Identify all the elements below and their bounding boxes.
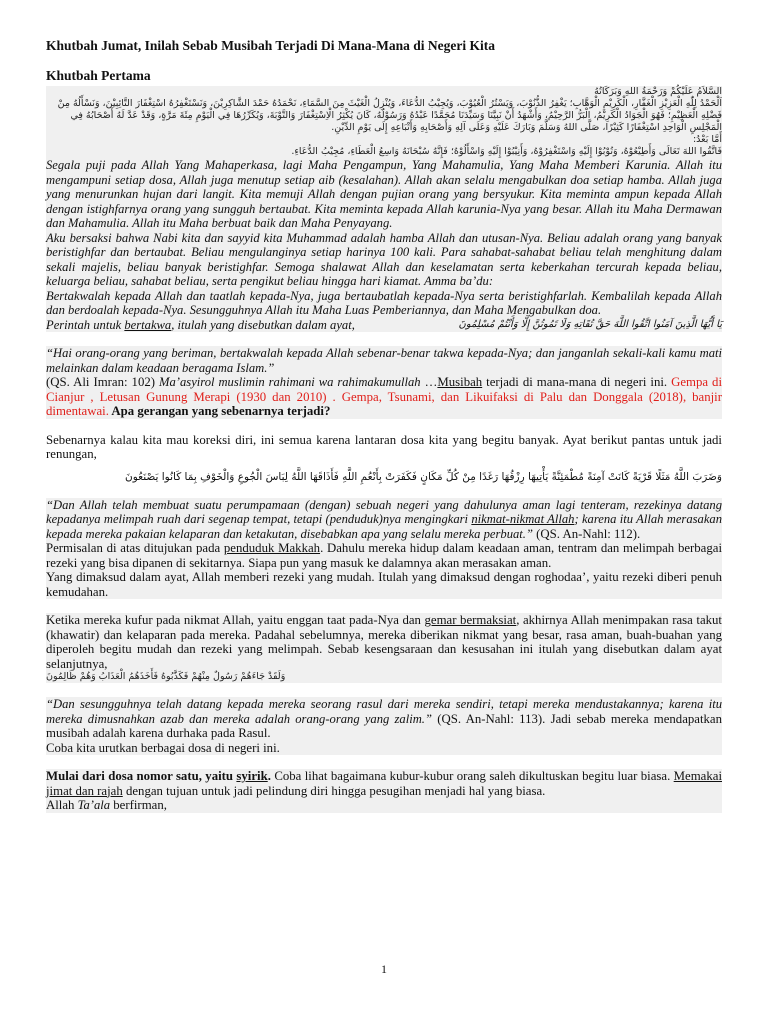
command-line: يَا أَيُّهَا الَّذِينَ آمَنُوا اتَّقُوا اللَّهَ حَقَّ تُقَاتِهِ وَلَا تَمُوتُنَّ إِلَّا وَأَنْتُمْ مُسْلِمُونَ Perintah untuk bertakwa, itulah yang disebutkan dalam ayat, [46,317,722,332]
arabic-taqwa-command: فَاتَّقُوا اللهَ تَعَالَى وَأَطِيْعُوْهُ، وَتُوْبُوْا إِلَيْهِ وَاسْتَغْفِرُوْهُ، وَأَنِيْبُوْا إِلَيْهِ وَاسْأَلُوْهُ؛ فَإِنَّهُ سُبْحَانَهُ وَاسِعُ الْعَطَاءِ، مُجِيْبُ الدُّعَاءِ. [291,146,722,157]
kufur-section [46,613,722,683]
translation-paragraph: Segala puji pada Allah Yang Mahaperkasa, lagi Maha Pengampun, Yang Mahamulia, Yang Maha Memberi Karunia. Allah itu mengampuni setiap dosa, Allah juga menutup setiap aib (kesalahan). Allah akan selalu mengabulkan doa setiap hamba. Allah juga yang menurunkan hujan dari langit. Kita memuji Allah dengan pujian orang yang bersyukur. Kita meminta ampun kepada Allah dengan istighfarnya orang yang sungguh bertaubat. Kita meminta kepada Allah karunia-Nya yang besar. Allah itu Maha Dermawan dan Mahamulia. Allah itu Maha berbuat baik dan Maha Penyayang. [46,158,722,230]
link-musibah[interactable]: Musibah [437,375,483,389]
sins-intro: Coba kita urutkan berbagai dosa di negeri ini. [46,740,280,755]
closing-line: Allah Ta’ala berfirman, [46,798,167,812]
document-title: Khutbah Jumat, Inilah Sebab Musibah Terjadi Di Mana-Mana di Negeri Kita [46,38,495,53]
disaster-list: Gempa di Cianjur , Letusan Gunung Merapi (1930 dan 2010) . Gempa, Tsunami, dan Likuifaksi di Palu dan Donggala (2018), banjir dimentawai. [46,375,723,418]
syirik-section [46,769,722,813]
page-number: 1 [381,962,387,976]
link-nikmat-allah[interactable]: nikmat-nikmat Allah [471,512,575,526]
translation-paragraph: Aku bersaksi bahwa Nabi kita dan sayyid kita Muhammad adalah hamba Allah dan utusan-Nya. Beliau adalah orang yang banyak beristighfar dan bertaubat. Beliau mengulanginya setiap harinya 100 kali. Para sahabat-sahabat beliau telah menghitung dalam sekali majelis, beliau banyak beristighfar. Semoga shalawat Allah dan keselamatan serta keberkahan tercurah kepada beliau, keluarga beliau, sahabat beliau, serta pengikut beliau hingga hari kiamat. Amma ba’du: [46,230,722,288]
rezeki-paragraph: Yang dimaksud dalam ayat, Allah memberi rezeki yang mudah. Itulah yang dimaksud dengan roghodaa’, yaitu rezeki diberi penuh kemudahan. [46,570,722,599]
reflection-paragraph: Sebenarnya kalau kita mau koreksi diri, ini semua karena lantaran dosa kita yang begitu banyak. Ayat berikut pantas untuk jadi renungan, [46,432,722,461]
ayat-1-translation: “Hai orang-orang yang beriman, bertakwalah kepada Allah sebenar-benar takwa kepada-Nya; dan janganlah sekali-kali kamu mati melainkan dalam keadaan beragama Islam.” [46,346,722,375]
link-jimat-rajah[interactable]: Memakai jimat dan rajah [46,769,722,798]
link-penduduk-makkah[interactable]: penduduk Makkah [223,541,321,555]
makkah-paragraph: Permisalan di atas ditujukan pada penduduk Makkah. Dahulu mereka hidup dalam keadaan aman, tentram dan melimpah berbagai rezeki yang bisa dipanen di sekitarnya. Siapa pun yang masuk ke dalamnya akan merasakan aman. [46,541,723,570]
ayat-3-translation: “Dan sesungguhnya telah datang kepada mereka seorang rasul dari mereka sendiri, tetapi mereka mendustakannya; karena itu mereka dimusnahkan azab dan mereka adalah orang-orang yang zalim.” (QS. An-Nahl: 113). Jadi sebab mereka mendapatkan musibah adalah karena durhaka pada Rasul. [46,697,722,740]
kufur-paragraph: Ketika mereka kufur pada nikmat Allah, yaitu enggan taat pada-Nya dan gemar bermaksiat, akhirnya Allah menimpakan rasa takut (khawatir) dan kelaparan pada mereka. Padahal sebelumnya, mereka diberikan nikmat yang besar, rasa aman, buah-buahan yang diperoleh begitu mudah dan rezeki yang melimpah. Sebab kesengsaraan dan kesusahan ini itulah yang disebutkan dalam ayat selanjutnya, [46,613,722,671]
ayat-an-nahl-113: وَلَقَدْ جَاءَهُمْ رَسُولٌ مِنْهُمْ فَكَذَّبُوهُ فَأَخَذَهُمُ الْعَذَابُ وَهُمْ ظَالِمُونَ [46,671,286,682]
translation-paragraph: Bertakwalah kepada Allah dan taatlah kepada-Nya, juga bertaubatlah kepada-Nya serta beristighfarlah. Kembalilah kepada Allah dan berdoalah kepada-Nya. Sesungguhnya Allah itu Maha Luas Pemberiannya, dan Maha Mengabulkan doa. [46,288,722,317]
link-bertakwa[interactable]: bertakwa [124,317,172,332]
section-heading: Khutbah Pertama [46,68,151,83]
ayat-an-nahl-112: وَضَرَبَ اللَّهُ مَثَلًا قَرْيَةً كَانَتْ آمِنَةً مُطْمَئِنَّةً يَأْتِيهَا رِزْقُهَا رَغَدًا مِنْ كُلِّ مَكَانٍ فَكَفَرَتْ بِأَنْعُمِ اللَّهِ فَأَذَاقَهَا اللَّهُ لِبَاسَ الْجُوعِ وَالْخَوْفِ بِمَا كَانُوا يَصْنَعُونَ [125,470,722,483]
arabic-amma-badu: أَمَّا بَعْدُ: [692,134,722,145]
ayat-2-translation: “Dan Allah telah membuat suatu perumpamaan (dengan) sebuah negeri yang dahulunya aman lagi tenteram, rezekinya datang kepadanya melimpah ruah dari segenap tempat, tetapi (penduduk)nya mengingkari nikmat-nikmat Allah; karena itu Allah merasakan kepada mereka pakaian kelaparan dan ketakutan, disebabkan apa yang selalu mereka perbuat.” (QS. An-Nahl: 112). [46,497,723,541]
arabic-salam: السَّلاَمُ عَلَيْكُمْ وَرَحْمَةُ اللهِ وَبَرَكَاتُهُ [594,86,722,97]
syirik-paragraph: Mulai dari dosa nomor satu, yaitu syirik. Coba lihat bagaimana kubur-kubur orang saleh dikultuskan begitu luar biasa. Memakai jimat dan rajah dengan tujuan untuk jadi pelindung diri hingga pesugihan menjadi hal yang biasa. [46,769,722,798]
ayat-ali-imran-102: يَا أَيُّهَا الَّذِينَ آمَنُوا اتَّقُوا اللَّهَ حَقَّ تُقَاتِهِ وَلَا تَمُوتُنَّ إِلَّا وَأَنْتُمْ مُسْلِمُونَ [458,318,722,330]
disaster-paragraph: (QS. Ali Imran: 102) Ma’asyirol muslimin rahimani wa rahimakumullah …Musibah terjadi di mana-mana di negeri ini. Gempa di Cianjur , Letusan Gunung Merapi (1930 dan 2010) . Gempa, Tsunami, dan Likuifaksi di Palu dan Donggala (2018), banjir dimentawai. Apa gerangan yang sebenarnya terjadi? [46,375,723,418]
ayat-2-section [46,498,722,600]
link-gemar-bermaksiat[interactable]: gemar bermaksiat [424,613,517,627]
ayat-1-section [46,346,722,419]
question: Apa gerangan yang sebenarnya terjadi? [108,404,331,418]
arabic-hamdalah: اَلْحَمْدُ لِلّٰهِ الْعَزِيْزِ الْغَفَّارِ، الْكَرِيْمِ الْوَهَّابِ؛ يَغْفِرُ الذُّنُوْبَ، وَيَسْتُرُ الْعُيُوْبَ، وَيُجِيْبُ الدُّعَاءَ، وَيُنْزِلُ الْغَيْثَ مِنَ السَّمَاءِ، نَحْمَدُهُ حَمْدَ الشَّاكِرِيْنَ، وَنَسْتَغْفِرُهُ اسْتِغْفَارَ التَّائِبِيْنَ، وَنَسْأَلُهُ مِنْ فَضْلِهِ الْعَظِيْمِ؛ فَهُوَ الْجَوَادُ الْكَرِيْمُ، الْبَرُّ الرَّحِيْمُ، وَأَشْهَدُ أَنْ نَبِيَّنَا وَسَيِّدَنَا مُحَمَّدًا عَبْدُهُ وَرَسُوْلُهُ، كَانَ يُكْثِرُ الْاِسْتِغْفَارَ وَالتَّوْبَةَ، وَيُكَرِّرُهَا فِي الْيَوْمِ مِئَةَ مَرَّةٍ، وَقَدْ عَدَّ لَهُ أَصْحَابُهُ فِي الْمَجْلِسِ الْوَاحِدِ اسْتِغْفَارًا كَثِيْرًا، صَلَّى اللهُ وَسَلَّمَ وَبَارَكَ عَلَيْهِ وَعَلَى آلِهِ وَأَصْحَابِهِ وَأَتْبَاعِهِ إِلَى يَوْمِ الدِّيْنِ. [57,98,722,133]
arabic-opening-block [46,86,722,332]
link-syirik[interactable]: syirik [236,769,268,783]
ayat-3-section [46,697,722,755]
